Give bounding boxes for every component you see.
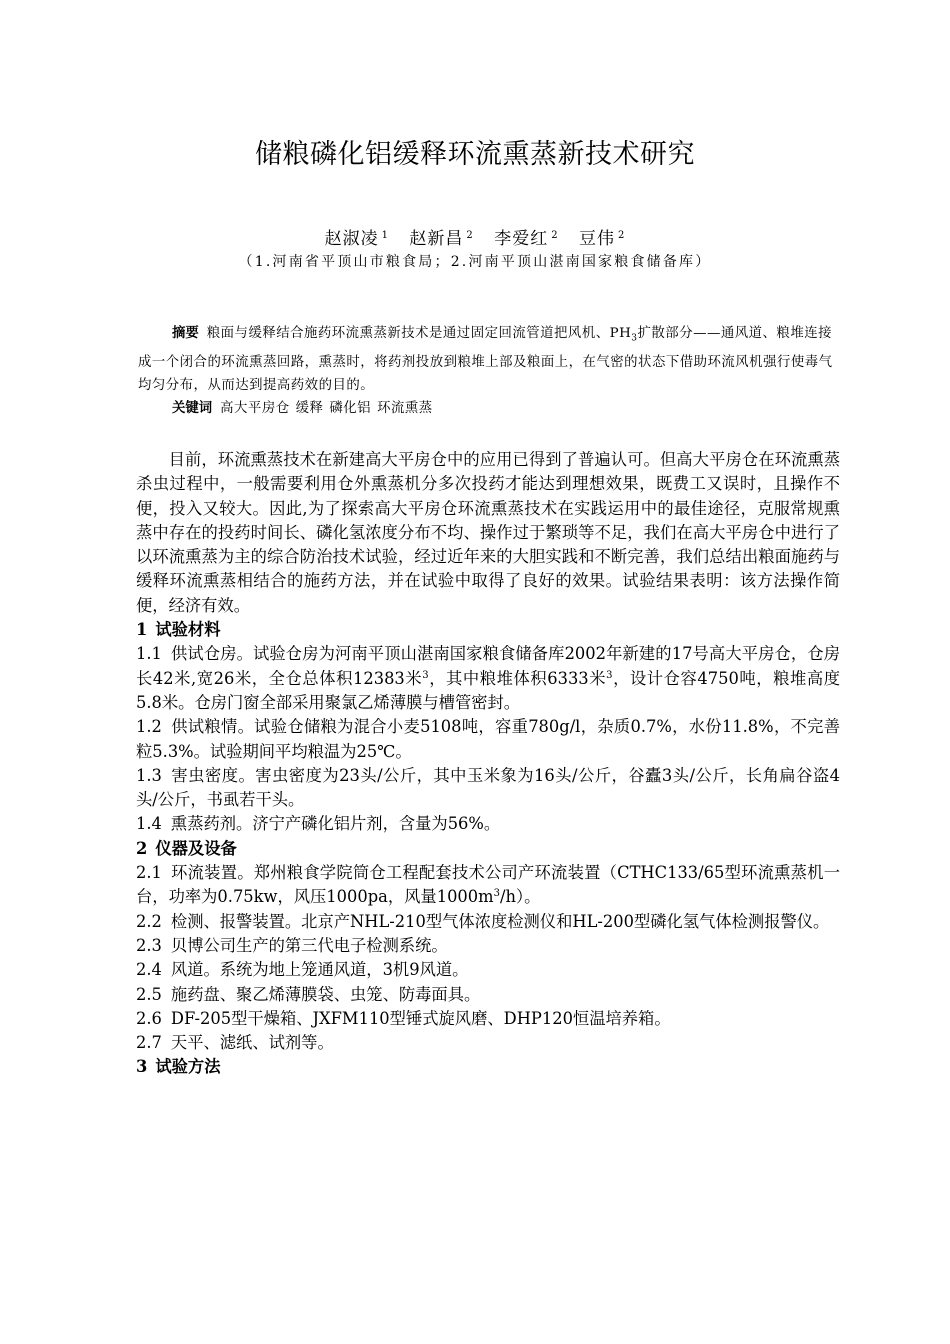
item-2-7: 2.7 天平、滤纸、试剂等。 (136, 1033, 334, 1053)
affiliation-mark: 2 (617, 230, 626, 241)
affiliation-mark: 2 (551, 230, 559, 241)
abstract-label: 摘要 (172, 325, 199, 341)
abstract-block (138, 322, 838, 420)
keyword: 高大平房仓 (220, 400, 290, 416)
item-2-2: 2.2 检测、报警装置。北京产NHL-210型气体浓度检测仪和HL-200型磷化氢气体检测报警仪。 (136, 911, 830, 931)
item-1-3: 1.3 害虫密度。害虫密度为23头/公斤，其中玉米象为16头/公斤，谷蠹3头/公斤，长角扁谷盗4头/公斤，书虱若干头。 (136, 765, 840, 810)
paper-title: 储粮磷化铝缓释环流熏蒸新技术研究 (255, 139, 695, 170)
keyword: 缓释 (295, 400, 324, 416)
item-2-6: 2.6 DF-205型干燥箱、JXFM110型锤式旋风磨、DHP120恒温培养箱。 (136, 1008, 671, 1028)
section-heading: 1 试验材料 (136, 620, 221, 640)
body-text (136, 448, 840, 1080)
keywords-line (138, 397, 838, 420)
intro-paragraph: 目前，环流熏蒸技术在新建高大平房仓中的应用已得到了普遍认可。但高大平房仓在环流熏蒸杀虫过程中，一般需要利用仓外熏蒸机分多次投药才能达到理想效果，既费工又误时，且操作不便，投入又较大。因此,为了探索高大平房仓环流熏蒸技术在实践运用中的最佳途径，克服常规熏蒸中存在的投药时间长、磷化氢浓度分布不均、操作过于繁琐等不足，我们在高大平房仓中进行了以环流熏蒸为主的综合防治技术试验，经过近年来的大胆实践和不断完善，我们总结出粮面施药与缓释环流熏蒸相结合的施药方法，并在试验中取得了良好的效果。试验结果表明：该方法操作简便，经济有效。 (136, 450, 840, 615)
item-1-4: 1.4 熏蒸药剂。济宁产磷化铝片剂，含量为56%。 (136, 814, 501, 834)
item-2-5: 2.5 施药盘、聚乙烯薄膜袋、虫笼、防毒面具。 (136, 984, 481, 1004)
author-line (0, 224, 950, 249)
author: 豆伟 $^2$ (578, 229, 626, 249)
item-2-3: 2.3 贝博公司生产的第三代电子检测系统。 (136, 935, 448, 955)
item-1-2: 1.2 供试粮情。试验仓储粮为混合小麦5108吨，容重780g/l，杂质0.7%，水份11.8%，不完善粒5.3%。试验期间平均粮温为25℃。 (136, 717, 840, 761)
item-2-4: 2.4 风道。系统为地上笼通风道，3机9风道。 (136, 960, 469, 980)
section-heading: 3 试验方法 (136, 1057, 221, 1077)
keyword: 环流熏蒸 (377, 400, 433, 416)
affiliation-mark: 2 (466, 230, 474, 241)
author: 赵淑凌 $^1$ (324, 229, 390, 249)
item-1-1: 1.1 供试仓房。试验仓房为河南平顶山湛南国家粮食储备库2002年新建的17号高大平房仓，仓房长42米,宽26米，全仓总体积12383米$^3$，其中粮堆体积6333米$^3$，设计仓容4750吨，粮堆高度5.8米。仓房门窗全部采用聚氯乙烯薄膜与槽管密封。 (136, 644, 841, 712)
abstract-paragraph: 摘要 粮面与缓释结合施药环流熏蒸新技术是通过固定回流管道把风机、$PH_3$扩散部分——通风道、粮堆连接成一个闭合的环流熏蒸回路，熏蒸时，将药剂投放到粮堆上部及粮面上，在气密的状态下借助环流风机强行使毒气均匀分布，从而达到提高药效的目的。 (138, 325, 833, 393)
keyword: 磷化铝 (329, 400, 372, 416)
section-heading: 2 仪器及设备 (136, 838, 237, 858)
author: 赵新昌 $^2$ (409, 229, 474, 249)
author: 李爱红 $^2$ (494, 229, 559, 249)
affiliation-line: （1.河南省平顶山市粮食局；2.河南平顶山湛南国家粮食储备库） (238, 254, 712, 270)
keywords-label: 关键词 (172, 399, 213, 416)
affiliation-mark: 1 (381, 230, 390, 241)
item-2-1: 2.1 环流装置。郑州粮食学院筒仓工程配套技术公司产环流装置（CTHC133/65型环流熏蒸机一台，功率为0.75kw，风压1000pa，风量$1000m^3/h$）。 (136, 863, 840, 907)
